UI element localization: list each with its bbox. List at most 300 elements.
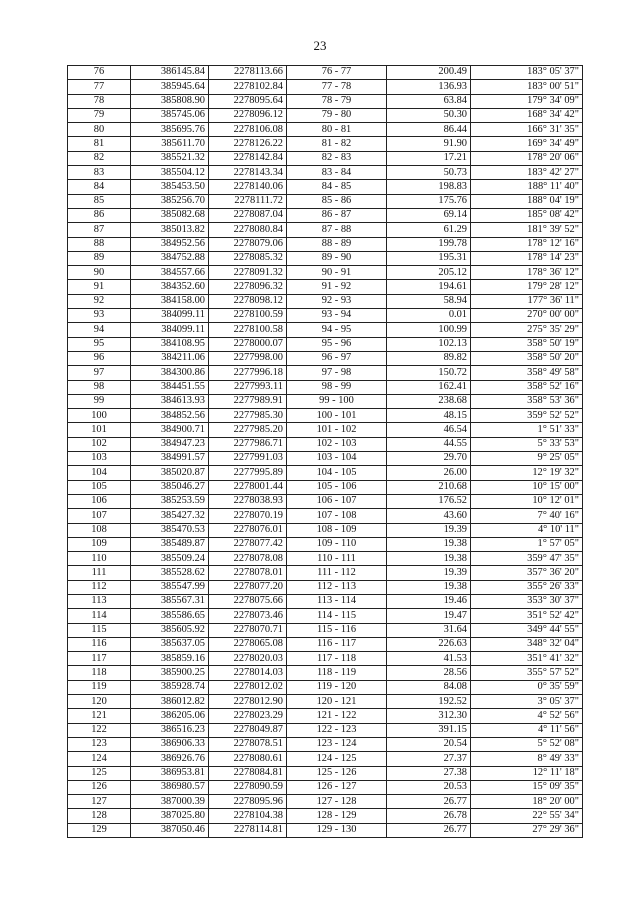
- x-coordinate-cell: 386980.57: [131, 780, 209, 794]
- segment-cell: 122 - 123: [287, 723, 387, 737]
- bearing-cell: 353° 30' 37": [471, 594, 583, 608]
- x-coordinate-cell: 386012.82: [131, 695, 209, 709]
- table-row: [68, 423, 583, 437]
- segment-cell: 118 - 119: [287, 666, 387, 680]
- distance-cell: 19.39: [387, 523, 471, 537]
- x-coordinate-cell: 385637.05: [131, 637, 209, 651]
- y-coordinate-cell: 2278075.66: [209, 594, 287, 608]
- distance-cell: 91.90: [387, 137, 471, 151]
- x-coordinate-cell: 386953.81: [131, 766, 209, 780]
- bearing-cell: 7° 40' 16": [471, 509, 583, 523]
- y-coordinate-cell: 2278020.03: [209, 652, 287, 666]
- y-coordinate-cell: 2278079.06: [209, 237, 287, 251]
- point-number-cell: 117: [68, 652, 131, 666]
- segment-cell: 112 - 113: [287, 580, 387, 594]
- distance-cell: 194.61: [387, 280, 471, 294]
- distance-cell: 200.49: [387, 66, 471, 80]
- bearing-cell: 351° 52' 42": [471, 609, 583, 623]
- table-row: [68, 452, 583, 466]
- segment-cell: 114 - 115: [287, 609, 387, 623]
- segment-cell: 88 - 89: [287, 237, 387, 251]
- segment-cell: 117 - 118: [287, 652, 387, 666]
- point-number-cell: 113: [68, 594, 131, 608]
- segment-cell: 79 - 80: [287, 108, 387, 122]
- table-row: [68, 766, 583, 780]
- distance-cell: 26.77: [387, 795, 471, 809]
- segment-cell: 86 - 87: [287, 208, 387, 222]
- distance-cell: 312.30: [387, 709, 471, 723]
- distance-cell: 198.83: [387, 180, 471, 194]
- point-number-cell: 90: [68, 266, 131, 280]
- table-row: [68, 294, 583, 308]
- segment-cell: 80 - 81: [287, 123, 387, 137]
- distance-cell: 19.38: [387, 537, 471, 551]
- distance-cell: 43.60: [387, 509, 471, 523]
- point-number-cell: 103: [68, 452, 131, 466]
- x-coordinate-cell: 385509.24: [131, 552, 209, 566]
- distance-cell: 226.63: [387, 637, 471, 651]
- bearing-cell: 358° 53' 36": [471, 394, 583, 408]
- point-number-cell: 109: [68, 537, 131, 551]
- bearing-cell: 9° 25' 05": [471, 452, 583, 466]
- x-coordinate-cell: 384451.55: [131, 380, 209, 394]
- y-coordinate-cell: 2278090.59: [209, 780, 287, 794]
- segment-cell: 116 - 117: [287, 637, 387, 651]
- point-number-cell: 89: [68, 251, 131, 265]
- point-number-cell: 80: [68, 123, 131, 137]
- table-row: [68, 351, 583, 365]
- x-coordinate-cell: 385013.82: [131, 223, 209, 237]
- point-number-cell: 85: [68, 194, 131, 208]
- point-number-cell: 76: [68, 66, 131, 80]
- y-coordinate-cell: 2278140.06: [209, 180, 287, 194]
- y-coordinate-cell: 2278014.03: [209, 666, 287, 680]
- x-coordinate-cell: 384852.56: [131, 409, 209, 423]
- point-number-cell: 81: [68, 137, 131, 151]
- point-number-cell: 88: [68, 237, 131, 251]
- segment-cell: 126 - 127: [287, 780, 387, 794]
- y-coordinate-cell: 2278095.64: [209, 94, 287, 108]
- y-coordinate-cell: 2277986.71: [209, 437, 287, 451]
- x-coordinate-cell: 384158.00: [131, 294, 209, 308]
- bearing-cell: 185° 08' 42": [471, 208, 583, 222]
- y-coordinate-cell: 2278113.66: [209, 66, 287, 80]
- point-number-cell: 91: [68, 280, 131, 294]
- bearing-cell: 351° 41' 32": [471, 652, 583, 666]
- segment-cell: 96 - 97: [287, 351, 387, 365]
- segment-cell: 94 - 95: [287, 323, 387, 337]
- table-row: [68, 580, 583, 594]
- x-coordinate-cell: 385504.12: [131, 166, 209, 180]
- point-number-cell: 112: [68, 580, 131, 594]
- bearing-cell: 359° 47' 35": [471, 552, 583, 566]
- y-coordinate-cell: 2278078.01: [209, 566, 287, 580]
- bearing-cell: 359° 52' 52": [471, 409, 583, 423]
- point-number-cell: 118: [68, 666, 131, 680]
- distance-cell: 69.14: [387, 208, 471, 222]
- table-row: [68, 80, 583, 94]
- y-coordinate-cell: 2278070.71: [209, 623, 287, 637]
- segment-cell: 78 - 79: [287, 94, 387, 108]
- distance-cell: 391.15: [387, 723, 471, 737]
- bearing-cell: 5° 33' 53": [471, 437, 583, 451]
- distance-cell: 50.30: [387, 108, 471, 122]
- y-coordinate-cell: 2277991.03: [209, 452, 287, 466]
- y-coordinate-cell: 2278143.34: [209, 166, 287, 180]
- bearing-cell: 178° 20' 06": [471, 151, 583, 165]
- distance-cell: 84.08: [387, 680, 471, 694]
- bearing-cell: 349° 44' 55": [471, 623, 583, 637]
- distance-cell: 210.68: [387, 480, 471, 494]
- x-coordinate-cell: 385253.59: [131, 494, 209, 508]
- bearing-cell: 183° 00' 51": [471, 80, 583, 94]
- y-coordinate-cell: 2277996.18: [209, 366, 287, 380]
- distance-cell: 27.37: [387, 752, 471, 766]
- table-row: [68, 566, 583, 580]
- distance-cell: 26.77: [387, 823, 471, 837]
- point-number-cell: 86: [68, 208, 131, 222]
- y-coordinate-cell: 2278077.42: [209, 537, 287, 551]
- table-row: [68, 380, 583, 394]
- bearing-cell: 27° 29' 36": [471, 823, 583, 837]
- y-coordinate-cell: 2277985.20: [209, 423, 287, 437]
- table-row: [68, 666, 583, 680]
- distance-cell: 20.53: [387, 780, 471, 794]
- x-coordinate-cell: 386205.06: [131, 709, 209, 723]
- bearing-cell: 177° 36' 11": [471, 294, 583, 308]
- point-number-cell: 128: [68, 809, 131, 823]
- segment-cell: 103 - 104: [287, 452, 387, 466]
- x-coordinate-cell: 385547.99: [131, 580, 209, 594]
- bearing-cell: 358° 50' 20": [471, 351, 583, 365]
- distance-cell: 48.15: [387, 409, 471, 423]
- x-coordinate-cell: 385020.87: [131, 466, 209, 480]
- table-row: [68, 437, 583, 451]
- x-coordinate-cell: 385928.74: [131, 680, 209, 694]
- segment-cell: 119 - 120: [287, 680, 387, 694]
- bearing-cell: 18° 20' 00": [471, 795, 583, 809]
- y-coordinate-cell: 2278100.58: [209, 323, 287, 337]
- bearing-cell: 355° 57' 52": [471, 666, 583, 680]
- bearing-cell: 179° 34' 09": [471, 94, 583, 108]
- distance-cell: 31.64: [387, 623, 471, 637]
- y-coordinate-cell: 2278111.72: [209, 194, 287, 208]
- table-row: [68, 795, 583, 809]
- x-coordinate-cell: 385586.65: [131, 609, 209, 623]
- table-row: [68, 523, 583, 537]
- point-number-cell: 79: [68, 108, 131, 122]
- point-number-cell: 125: [68, 766, 131, 780]
- bearing-cell: 12° 11' 18": [471, 766, 583, 780]
- bearing-cell: 3° 05' 37": [471, 695, 583, 709]
- point-number-cell: 119: [68, 680, 131, 694]
- x-coordinate-cell: 384947.23: [131, 437, 209, 451]
- bearing-cell: 183° 05' 37": [471, 66, 583, 80]
- coordinates-table: [67, 65, 583, 838]
- bearing-cell: 0° 35' 59": [471, 680, 583, 694]
- x-coordinate-cell: 385900.25: [131, 666, 209, 680]
- point-number-cell: 84: [68, 180, 131, 194]
- y-coordinate-cell: 2278023.29: [209, 709, 287, 723]
- y-coordinate-cell: 2278142.84: [209, 151, 287, 165]
- point-number-cell: 87: [68, 223, 131, 237]
- distance-cell: 44.55: [387, 437, 471, 451]
- x-coordinate-cell: 387025.80: [131, 809, 209, 823]
- table-row: [68, 280, 583, 294]
- point-number-cell: 82: [68, 151, 131, 165]
- y-coordinate-cell: 2278096.12: [209, 108, 287, 122]
- point-number-cell: 111: [68, 566, 131, 580]
- segment-cell: 106 - 107: [287, 494, 387, 508]
- table-row: [68, 323, 583, 337]
- table-row: [68, 594, 583, 608]
- segment-cell: 81 - 82: [287, 137, 387, 151]
- point-number-cell: 108: [68, 523, 131, 537]
- bearing-cell: 183° 42' 27": [471, 166, 583, 180]
- segment-cell: 92 - 93: [287, 294, 387, 308]
- table-row: [68, 237, 583, 251]
- table-row: [68, 394, 583, 408]
- table-row: [68, 609, 583, 623]
- x-coordinate-cell: 384108.95: [131, 337, 209, 351]
- y-coordinate-cell: 2278114.81: [209, 823, 287, 837]
- y-coordinate-cell: 2278001.44: [209, 480, 287, 494]
- y-coordinate-cell: 2278077.20: [209, 580, 287, 594]
- y-coordinate-cell: 2278078.08: [209, 552, 287, 566]
- bearing-cell: 188° 04' 19": [471, 194, 583, 208]
- distance-cell: 63.84: [387, 94, 471, 108]
- table-row: [68, 709, 583, 723]
- y-coordinate-cell: 2278084.81: [209, 766, 287, 780]
- x-coordinate-cell: 384300.86: [131, 366, 209, 380]
- table-row: [68, 680, 583, 694]
- table-row: [68, 752, 583, 766]
- segment-cell: 82 - 83: [287, 151, 387, 165]
- point-number-cell: 124: [68, 752, 131, 766]
- point-number-cell: 94: [68, 323, 131, 337]
- y-coordinate-cell: 2278126.22: [209, 137, 287, 151]
- x-coordinate-cell: 384352.60: [131, 280, 209, 294]
- y-coordinate-cell: 2278100.59: [209, 309, 287, 323]
- x-coordinate-cell: 384557.66: [131, 266, 209, 280]
- distance-cell: 195.31: [387, 251, 471, 265]
- bearing-cell: 4° 10' 11": [471, 523, 583, 537]
- x-coordinate-cell: 384099.11: [131, 309, 209, 323]
- point-number-cell: 126: [68, 780, 131, 794]
- segment-cell: 90 - 91: [287, 266, 387, 280]
- point-number-cell: 129: [68, 823, 131, 837]
- y-coordinate-cell: 2278049.87: [209, 723, 287, 737]
- table-row: [68, 695, 583, 709]
- y-coordinate-cell: 2277989.91: [209, 394, 287, 408]
- distance-cell: 27.38: [387, 766, 471, 780]
- bearing-cell: 358° 49' 58": [471, 366, 583, 380]
- segment-cell: 84 - 85: [287, 180, 387, 194]
- point-number-cell: 106: [68, 494, 131, 508]
- table-row: [68, 94, 583, 108]
- x-coordinate-cell: 385082.68: [131, 208, 209, 222]
- point-number-cell: 98: [68, 380, 131, 394]
- table-row: [68, 537, 583, 551]
- point-number-cell: 93: [68, 309, 131, 323]
- y-coordinate-cell: 2278070.19: [209, 509, 287, 523]
- bearing-cell: 178° 36' 12": [471, 266, 583, 280]
- bearing-cell: 4° 11' 56": [471, 723, 583, 737]
- segment-cell: 107 - 108: [287, 509, 387, 523]
- x-coordinate-cell: 385470.53: [131, 523, 209, 537]
- y-coordinate-cell: 2278087.04: [209, 208, 287, 222]
- bearing-cell: 348° 32' 04": [471, 637, 583, 651]
- point-number-cell: 102: [68, 437, 131, 451]
- distance-cell: 17.21: [387, 151, 471, 165]
- segment-cell: 101 - 102: [287, 423, 387, 437]
- segment-cell: 87 - 88: [287, 223, 387, 237]
- segment-cell: 93 - 94: [287, 309, 387, 323]
- x-coordinate-cell: 385256.70: [131, 194, 209, 208]
- segment-cell: 91 - 92: [287, 280, 387, 294]
- segment-cell: 129 - 130: [287, 823, 387, 837]
- x-coordinate-cell: 387000.39: [131, 795, 209, 809]
- distance-cell: 61.29: [387, 223, 471, 237]
- table-row: [68, 180, 583, 194]
- segment-cell: 97 - 98: [287, 366, 387, 380]
- x-coordinate-cell: 385521.32: [131, 151, 209, 165]
- segment-cell: 110 - 111: [287, 552, 387, 566]
- distance-cell: 176.52: [387, 494, 471, 508]
- bearing-cell: 10° 12' 01": [471, 494, 583, 508]
- table-row: [68, 466, 583, 480]
- x-coordinate-cell: 384952.56: [131, 237, 209, 251]
- y-coordinate-cell: 2278080.61: [209, 752, 287, 766]
- y-coordinate-cell: 2278012.02: [209, 680, 287, 694]
- y-coordinate-cell: 2278091.32: [209, 266, 287, 280]
- point-number-cell: 83: [68, 166, 131, 180]
- x-coordinate-cell: 385745.06: [131, 108, 209, 122]
- table-row: [68, 652, 583, 666]
- point-number-cell: 99: [68, 394, 131, 408]
- segment-cell: 104 - 105: [287, 466, 387, 480]
- x-coordinate-cell: 385695.76: [131, 123, 209, 137]
- y-coordinate-cell: 2278085.32: [209, 251, 287, 265]
- bearing-cell: 1° 51' 33": [471, 423, 583, 437]
- x-coordinate-cell: 385611.70: [131, 137, 209, 151]
- bearing-cell: 358° 52' 16": [471, 380, 583, 394]
- point-number-cell: 104: [68, 466, 131, 480]
- point-number-cell: 116: [68, 637, 131, 651]
- x-coordinate-cell: 386926.76: [131, 752, 209, 766]
- bearing-cell: 358° 50' 19": [471, 337, 583, 351]
- distance-cell: 19.38: [387, 580, 471, 594]
- point-number-cell: 120: [68, 695, 131, 709]
- segment-cell: 85 - 86: [287, 194, 387, 208]
- distance-cell: 26.78: [387, 809, 471, 823]
- segment-cell: 113 - 114: [287, 594, 387, 608]
- segment-cell: 89 - 90: [287, 251, 387, 265]
- bearing-cell: 270° 00' 00": [471, 309, 583, 323]
- distance-cell: 86.44: [387, 123, 471, 137]
- bearing-cell: 178° 14' 23": [471, 251, 583, 265]
- bearing-cell: 275° 35' 29": [471, 323, 583, 337]
- point-number-cell: 123: [68, 737, 131, 751]
- point-number-cell: 92: [68, 294, 131, 308]
- distance-cell: 175.76: [387, 194, 471, 208]
- table-row: [68, 366, 583, 380]
- segment-cell: 108 - 109: [287, 523, 387, 537]
- y-coordinate-cell: 2278076.01: [209, 523, 287, 537]
- table-row: [68, 66, 583, 80]
- table-row: [68, 509, 583, 523]
- point-number-cell: 115: [68, 623, 131, 637]
- distance-cell: 26.00: [387, 466, 471, 480]
- distance-cell: 199.78: [387, 237, 471, 251]
- table-row: [68, 337, 583, 351]
- y-coordinate-cell: 2278096.32: [209, 280, 287, 294]
- x-coordinate-cell: 384752.88: [131, 251, 209, 265]
- segment-cell: 109 - 110: [287, 537, 387, 551]
- x-coordinate-cell: 385046.27: [131, 480, 209, 494]
- x-coordinate-cell: 385945.64: [131, 80, 209, 94]
- segment-cell: 120 - 121: [287, 695, 387, 709]
- y-coordinate-cell: 2277995.89: [209, 466, 287, 480]
- y-coordinate-cell: 2277985.30: [209, 409, 287, 423]
- x-coordinate-cell: 385567.31: [131, 594, 209, 608]
- x-coordinate-cell: 386906.33: [131, 737, 209, 751]
- bearing-cell: 168° 34' 42": [471, 108, 583, 122]
- distance-cell: 58.94: [387, 294, 471, 308]
- table-row: [68, 208, 583, 222]
- x-coordinate-cell: 385605.92: [131, 623, 209, 637]
- bearing-cell: 15° 09' 35": [471, 780, 583, 794]
- segment-cell: 100 - 101: [287, 409, 387, 423]
- table-row: [68, 823, 583, 837]
- y-coordinate-cell: 2278098.12: [209, 294, 287, 308]
- table-row: [68, 409, 583, 423]
- segment-cell: 121 - 122: [287, 709, 387, 723]
- coordinates-table-body: [68, 66, 583, 838]
- x-coordinate-cell: 385528.62: [131, 566, 209, 580]
- segment-cell: 102 - 103: [287, 437, 387, 451]
- segment-cell: 115 - 116: [287, 623, 387, 637]
- y-coordinate-cell: 2278000.07: [209, 337, 287, 351]
- distance-cell: 19.38: [387, 552, 471, 566]
- segment-cell: 99 - 100: [287, 394, 387, 408]
- segment-cell: 76 - 77: [287, 66, 387, 80]
- distance-cell: 205.12: [387, 266, 471, 280]
- bearing-cell: 357° 36' 20": [471, 566, 583, 580]
- x-coordinate-cell: 384211.06: [131, 351, 209, 365]
- x-coordinate-cell: 384099.11: [131, 323, 209, 337]
- y-coordinate-cell: 2278102.84: [209, 80, 287, 94]
- segment-cell: 127 - 128: [287, 795, 387, 809]
- bearing-cell: 8° 49' 33": [471, 752, 583, 766]
- table-row: [68, 251, 583, 265]
- table-row: [68, 151, 583, 165]
- distance-cell: 0.01: [387, 309, 471, 323]
- bearing-cell: 169° 34' 49": [471, 137, 583, 151]
- point-number-cell: 107: [68, 509, 131, 523]
- x-coordinate-cell: 385489.87: [131, 537, 209, 551]
- table-row: [68, 494, 583, 508]
- point-number-cell: 77: [68, 80, 131, 94]
- table-row: [68, 780, 583, 794]
- x-coordinate-cell: 384900.71: [131, 423, 209, 437]
- x-coordinate-cell: 385859.16: [131, 652, 209, 666]
- x-coordinate-cell: 385808.90: [131, 94, 209, 108]
- table-row: [68, 309, 583, 323]
- distance-cell: 28.56: [387, 666, 471, 680]
- segment-cell: 128 - 129: [287, 809, 387, 823]
- y-coordinate-cell: 2277998.00: [209, 351, 287, 365]
